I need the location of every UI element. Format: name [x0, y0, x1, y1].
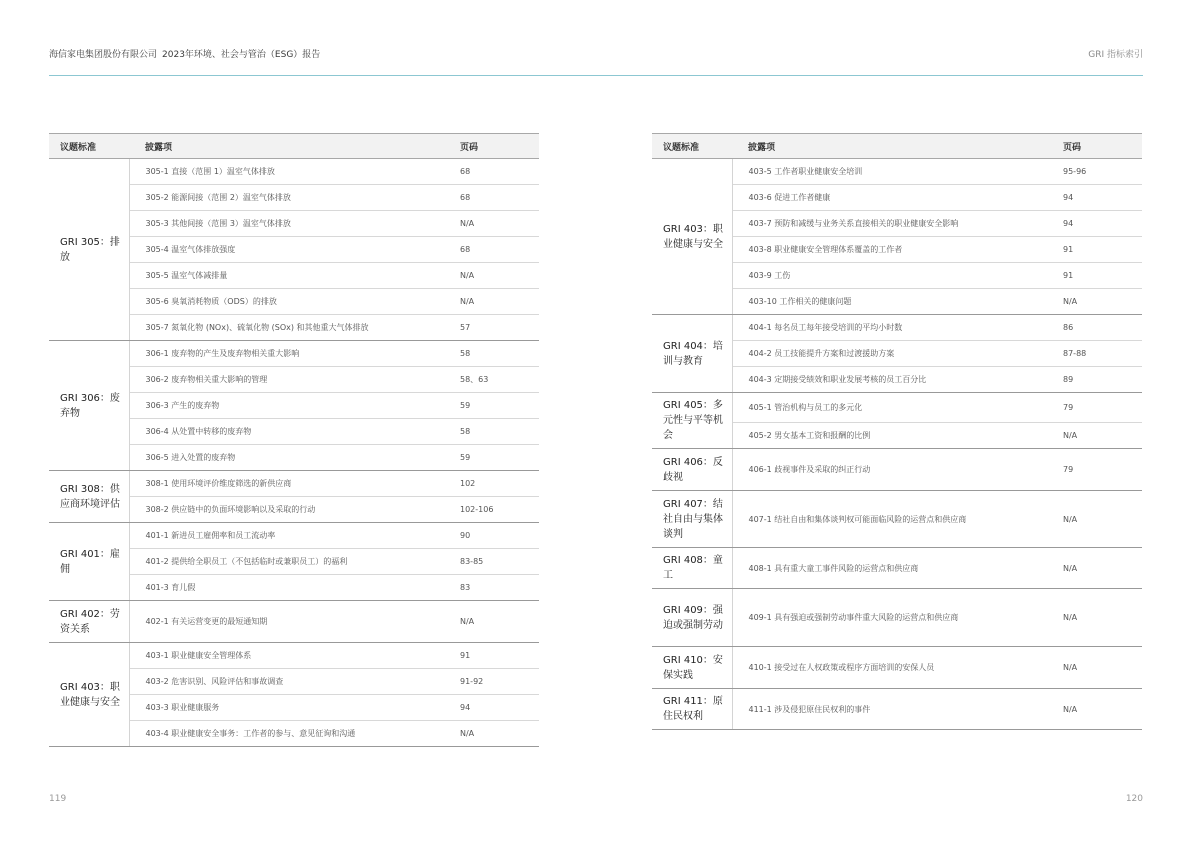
disclosure-cell: 403-8 职业健康安全管理体系覆盖的工作者	[732, 237, 1063, 263]
page-reference-cell: 94	[460, 695, 539, 721]
table-row	[49, 601, 539, 643]
table-header-row	[652, 134, 1142, 159]
disclosure-cell: 403-9 工伤	[732, 263, 1063, 289]
disclosure-cell: 308-2 供应链中的负面环境影响以及采取的行动	[129, 497, 460, 523]
disclosure-cell: 306-4 从处置中转移的废弃物	[129, 419, 460, 445]
page-reference-cell: 59	[460, 393, 539, 419]
disclosure-cell: 308-1 使用环境评价维度筛选的新供应商	[129, 471, 460, 497]
column-header-topic: 议题标准	[652, 134, 732, 159]
disclosure-cell: 404-3 定期接受绩效和职业发展考核的员工百分比	[732, 367, 1063, 393]
table-row	[49, 341, 539, 367]
disclosure-cell: 401-2 提供给全职员工（不包括临时或兼职员工）的福利	[129, 549, 460, 575]
disclosure-cell: 305-1 直接（范围 1）温室气体排放	[129, 159, 460, 185]
page-reference-cell: 68	[460, 159, 539, 185]
disclosure-cell: 305-6 臭氧消耗物质（ODS）的排放	[129, 289, 460, 315]
column-header-disclosure: 披露项	[129, 134, 460, 159]
table-row	[49, 471, 539, 497]
page-reference-cell: 94	[1063, 185, 1142, 211]
page-reference-cell: 86	[1063, 315, 1142, 341]
disclosure-cell: 403-2 危害识别、风险评估和事故调查	[129, 669, 460, 695]
page-reference-cell: 102	[460, 471, 539, 497]
disclosure-cell: 409-1 具有强迫或强制劳动事件重大风险的运营点和供应商	[732, 589, 1063, 647]
topic-standard-cell: GRI 410：安保实践	[652, 647, 732, 689]
topic-standard-cell: GRI 306：废弃物	[49, 341, 129, 471]
page-reference-cell: 87-88	[1063, 341, 1142, 367]
disclosure-cell: 405-1 管治机构与员工的多元化	[732, 393, 1063, 423]
page-reference-cell: 94	[1063, 211, 1142, 237]
table-row	[652, 159, 1142, 185]
page-reference-cell: 58、63	[460, 367, 539, 393]
topic-standard-cell: GRI 406：反歧视	[652, 449, 732, 491]
disclosure-cell: 406-1 歧视事件及采取的纠正行动	[732, 449, 1063, 491]
disclosure-cell: 404-2 员工技能提升方案和过渡援助方案	[732, 341, 1063, 367]
table-row	[49, 159, 539, 185]
page-reference-cell: 91-92	[460, 669, 539, 695]
disclosure-cell: 403-4 职业健康安全事务：工作者的参与、意见征询和沟通	[129, 721, 460, 747]
table-row	[49, 643, 539, 669]
page-reference-cell: 68	[460, 185, 539, 211]
company-name: 海信家电集团股份有限公司	[49, 50, 158, 60]
disclosure-cell: 404-1 每名员工每年接受培训的平均小时数	[732, 315, 1063, 341]
topic-standard-cell: GRI 308：供应商环境评估	[49, 471, 129, 523]
page-reference-cell: 91	[1063, 263, 1142, 289]
disclosure-cell: 305-2 能源间接（范围 2）温室气体排放	[129, 185, 460, 211]
gri-index-table-left	[49, 133, 539, 747]
column-header-disclosure: 披露项	[732, 134, 1063, 159]
page-reference-cell: 91	[1063, 237, 1142, 263]
disclosure-cell: 306-2 废弃物相关重大影响的管理	[129, 367, 460, 393]
disclosure-cell: 306-3 产生的废弃物	[129, 393, 460, 419]
page-reference-cell: 83	[460, 575, 539, 601]
report-header-left	[49, 47, 325, 60]
disclosure-cell: 403-1 职业健康安全管理体系	[129, 643, 460, 669]
disclosure-cell: 403-5 工作者职业健康安全培训	[732, 159, 1063, 185]
header-divider	[49, 75, 1143, 76]
disclosure-cell: 403-6 促进工作者健康	[732, 185, 1063, 211]
page-reference-cell: N/A	[460, 601, 539, 643]
topic-standard-cell: GRI 403：职业健康与安全	[49, 643, 129, 747]
column-header-page: 页码	[1063, 134, 1142, 159]
disclosure-cell: 405-2 男女基本工资和报酬的比例	[732, 423, 1063, 449]
disclosure-cell: 306-5 进入处置的废弃物	[129, 445, 460, 471]
page-reference-cell: 83-85	[460, 549, 539, 575]
topic-standard-cell: GRI 408：童工	[652, 548, 732, 589]
disclosure-cell: 410-1 接受过在人权政策或程序方面培训的安保人员	[732, 647, 1063, 689]
page-reference-cell: N/A	[1063, 548, 1142, 589]
topic-standard-cell: GRI 405：多元性与平等机会	[652, 393, 732, 449]
page-reference-cell: N/A	[460, 289, 539, 315]
topic-standard-cell: GRI 402：劳资关系	[49, 601, 129, 643]
disclosure-cell: 408-1 具有重大童工事件风险的运营点和供应商	[732, 548, 1063, 589]
page-reference-cell: 58	[460, 419, 539, 445]
disclosure-cell: 305-7 氮氧化物 (NOx)、硫氧化物 (SOx) 和其他重大气体排放	[129, 315, 460, 341]
page-reference-cell: 89	[1063, 367, 1142, 393]
table-row	[652, 449, 1142, 491]
disclosure-cell: 401-1 新进员工雇佣率和员工流动率	[129, 523, 460, 549]
disclosure-cell: 407-1 结社自由和集体谈判权可能面临风险的运营点和供应商	[732, 491, 1063, 548]
page-reference-cell: 58	[460, 341, 539, 367]
page-reference-cell: 95-96	[1063, 159, 1142, 185]
page-reference-cell: 90	[460, 523, 539, 549]
disclosure-cell: 305-5 温室气体减排量	[129, 263, 460, 289]
topic-standard-cell: GRI 401：雇佣	[49, 523, 129, 601]
table-row	[652, 647, 1142, 689]
page-reference-cell: 102-106	[460, 497, 539, 523]
topic-standard-cell: GRI 404：培训与教育	[652, 315, 732, 393]
disclosure-cell: 305-4 温室气体排放强度	[129, 237, 460, 263]
page-reference-cell: N/A	[1063, 289, 1142, 315]
disclosure-cell: 403-3 职业健康服务	[129, 695, 460, 721]
page-reference-cell: 57	[460, 315, 539, 341]
topic-standard-cell: GRI 403：职业健康与安全	[652, 159, 732, 315]
page-reference-cell: N/A	[1063, 491, 1142, 548]
disclosure-cell: 411-1 涉及侵犯原住民权利的事件	[732, 689, 1063, 730]
section-title: GRI 指标索引	[1088, 50, 1143, 60]
topic-standard-cell: GRI 407：结社自由与集体谈判	[652, 491, 732, 548]
page-reference-cell: N/A	[460, 263, 539, 289]
page-reference-cell: 79	[1063, 449, 1142, 491]
page-reference-cell: 79	[1063, 393, 1142, 423]
page-number-left: 119	[49, 794, 67, 804]
table-row	[49, 523, 539, 549]
table-row	[652, 315, 1142, 341]
page-reference-cell: 91	[460, 643, 539, 669]
page-reference-cell: 59	[460, 445, 539, 471]
disclosure-cell: 306-1 废弃物的产生及废弃物相关重大影响	[129, 341, 460, 367]
page-reference-cell: N/A	[1063, 647, 1142, 689]
page-reference-cell: N/A	[1063, 589, 1142, 647]
table-row	[652, 491, 1142, 548]
table-row	[652, 589, 1142, 647]
page-reference-cell: N/A	[1063, 689, 1142, 730]
gri-index-table-right	[652, 133, 1142, 730]
disclosure-cell: 305-3 其他间接（范围 3）温室气体排放	[129, 211, 460, 237]
disclosure-cell: 401-3 育儿假	[129, 575, 460, 601]
page-reference-cell: N/A	[460, 721, 539, 747]
topic-standard-cell: GRI 409：强迫或强制劳动	[652, 589, 732, 647]
table-row	[652, 548, 1142, 589]
table-header-row	[49, 134, 539, 159]
page-reference-cell: N/A	[460, 211, 539, 237]
topic-standard-cell: GRI 411：原住民权利	[652, 689, 732, 730]
disclosure-cell: 403-10 工作相关的健康问题	[732, 289, 1063, 315]
table-row	[652, 393, 1142, 423]
page-reference-cell: N/A	[1063, 423, 1142, 449]
disclosure-cell: 402-1 有关运营变更的最短通知期	[129, 601, 460, 643]
topic-standard-cell: GRI 305：排放	[49, 159, 129, 341]
page-number-right: 120	[1125, 794, 1143, 804]
page-reference-cell: 68	[460, 237, 539, 263]
disclosure-cell: 403-7 预防和减缓与业务关系直接相关的职业健康安全影响	[732, 211, 1063, 237]
report-title: 2023年环境、社会与管治（ESG）报告	[162, 50, 321, 60]
column-header-page: 页码	[460, 134, 539, 159]
table-row	[652, 689, 1142, 730]
column-header-topic: 议题标准	[49, 134, 129, 159]
